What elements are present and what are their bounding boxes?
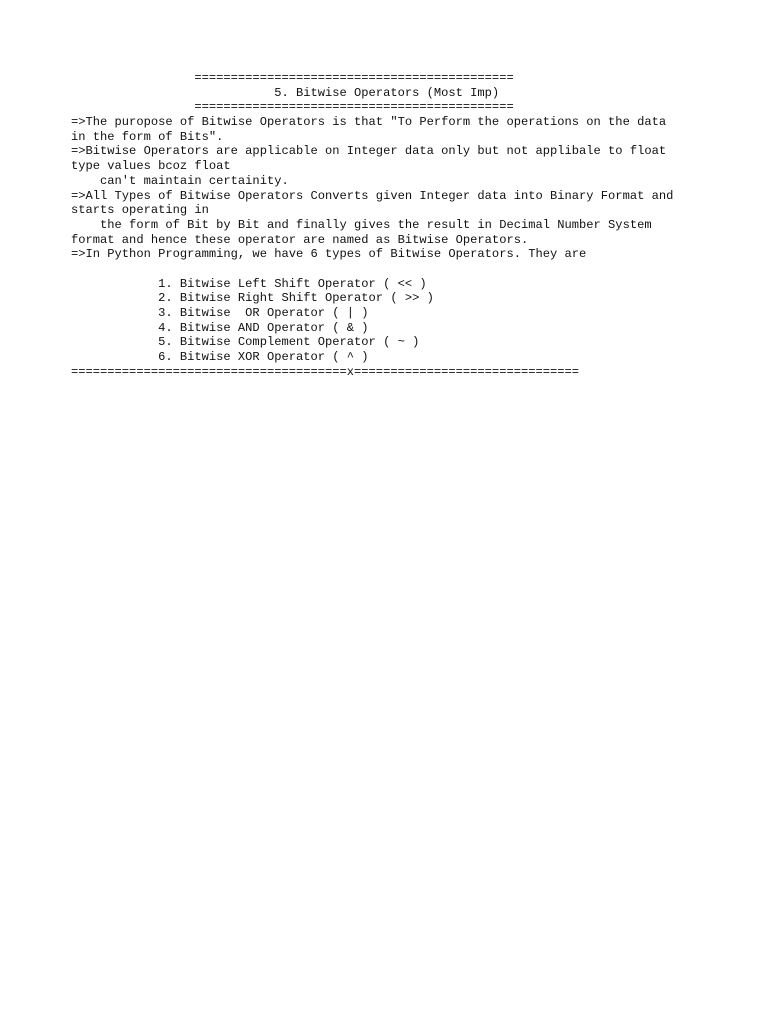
document-title: 5. Bitwise Operators (Most Imp) — [71, 85, 500, 100]
document-page — [71, 71, 731, 379]
list-item: 2. Bitwise Right Shift Operator ( >> ) — [71, 291, 434, 306]
conversion-paragraph-line-2: starts operating in — [71, 203, 209, 218]
footer-rule: ======================================x=============================== — [71, 364, 580, 379]
conversion-paragraph-line-1: =>All Types of Bitwise Operators Converts given Integer data into Binary Format and — [71, 188, 674, 203]
list-item: 6. Bitwise XOR Operator ( ^ ) — [71, 350, 369, 365]
applicability-paragraph-line-2: type values bcoz float — [71, 159, 231, 174]
applicability-paragraph-line-3: can't maintain certainity. — [71, 173, 289, 188]
list-item: 1. Bitwise Left Shift Operator ( << ) — [71, 276, 427, 291]
operator-list — [71, 277, 731, 365]
list-item: 3. Bitwise OR Operator ( | ) — [71, 306, 369, 320]
applicability-paragraph-line-1: =>Bitwise Operators are applicable on Integer data only but not applibale to float — [71, 144, 667, 159]
purpose-paragraph-line-2: in the form of Bits". — [71, 129, 224, 144]
blank-line — [71, 262, 731, 277]
types-intro-line: =>In Python Programming, we have 6 types of Bitwise Operators. They are — [71, 247, 587, 262]
header-rule-top: ============================================ — [71, 71, 514, 85]
list-item: 5. Bitwise Complement Operator ( ~ ) — [71, 335, 420, 350]
purpose-paragraph-line-1: =>The puropose of Bitwise Operators is that "To Perform the operations on the data — [71, 115, 667, 130]
conversion-paragraph-line-3: the form of Bit by Bit and finally gives the result in Decimal Number System — [71, 217, 652, 232]
conversion-paragraph-line-4: format and hence these operator are named as Bitwise Operators. — [71, 232, 529, 247]
header-rule-bottom: ============================================ — [71, 100, 514, 115]
list-item: 4. Bitwise AND Operator ( & ) — [71, 320, 369, 335]
